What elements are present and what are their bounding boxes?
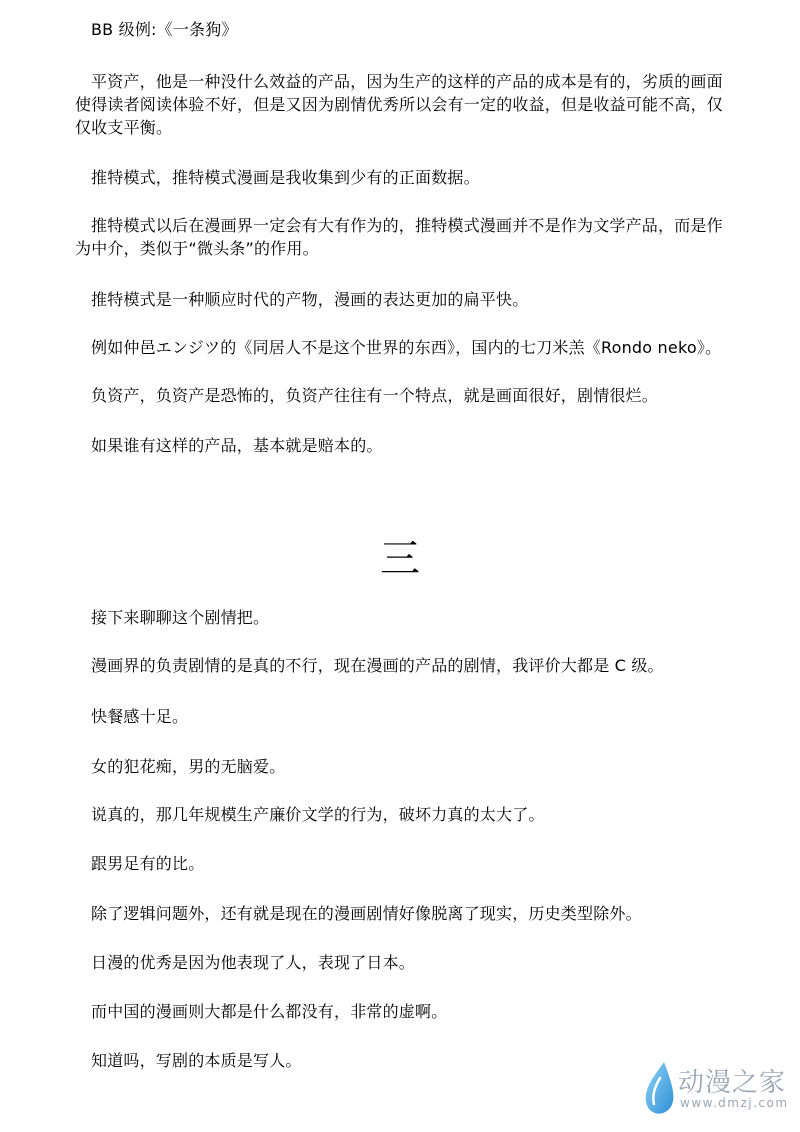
site-watermark <box>638 1060 788 1120</box>
paragraph-comparison: 跟男足有的比。 <box>91 854 205 873</box>
paragraph-plot-intro: 接下来聊聊这个剧情把。 <box>91 608 270 627</box>
paragraph-negative-asset: 负资产，负资产是恐怖的，负资产往往有一个特点，就是画面很好，剧情很烂。 <box>91 386 659 405</box>
paragraph-chinese-manga: 而中国的漫画则大都是什么都没有，非常的虚啊。 <box>91 1002 448 1021</box>
paragraph-twitter-product: 推特模式是一种顺应时代的产物，漫画的表达更加的扁平快。 <box>91 290 529 309</box>
paragraph-examples: 例如仲邑エンジツ的《同居人不是这个世界的东西》，国内的七刀米羔《Rondo neko》。 <box>91 338 722 357</box>
paragraph-writing-essence: 知道吗，写剧的本质是写人。 <box>91 1051 302 1070</box>
paragraph-twitter-future: 推特模式以后在漫画界一定会有大有作为的，推特模式漫画并不是作为文学产品，而是作为中介，类似于“微头条”的作用。 <box>75 216 723 258</box>
section-heading: 三 <box>380 536 420 582</box>
paragraph-twitter-mode: 推特模式，推特模式漫画是我收集到少有的正面数据。 <box>91 168 480 187</box>
paragraph-tropes: 女的犯花痴，男的无脑爱。 <box>91 757 286 776</box>
paragraph-flat-asset: 平资产，他是一种没什么效益的产品，因为生产的这样的产品的成本是有的，劣质的画面使得读者阅读体验不好，但是又因为剧情优秀所以会有一定的收益，但是收益可能不高，仅仅收支平衡。 <box>75 72 724 137</box>
paragraph-mass-production: 说真的，那几年规模生产廉价文学的行为，破坏力真的太大了。 <box>91 805 545 824</box>
paragraph-plot-quality: 漫画界的负责剧情的是真的不行，现在漫画的产品的剧情，我评价大都是 C 级。 <box>91 656 664 675</box>
paragraph-example-bb: BB 级例:《一条狗》 <box>91 20 238 39</box>
watermark-name: 动漫之家 <box>678 1068 787 1098</box>
watermark-url: www.dmzj.com <box>680 1096 789 1110</box>
paragraph-japanese-manga: 日漫的优秀是因为他表现了人，表现了日本。 <box>91 953 416 972</box>
paragraph-logic: 除了逻辑问题外，还有就是现在的漫画剧情好像脱离了现实，历史类型除外。 <box>91 904 642 923</box>
paragraph-fast-food: 快餐感十足。 <box>91 707 189 726</box>
paragraph-loss: 如果谁有这样的产品，基本就是赔本的。 <box>91 436 383 455</box>
water-drop-logo-icon <box>640 1060 676 1120</box>
